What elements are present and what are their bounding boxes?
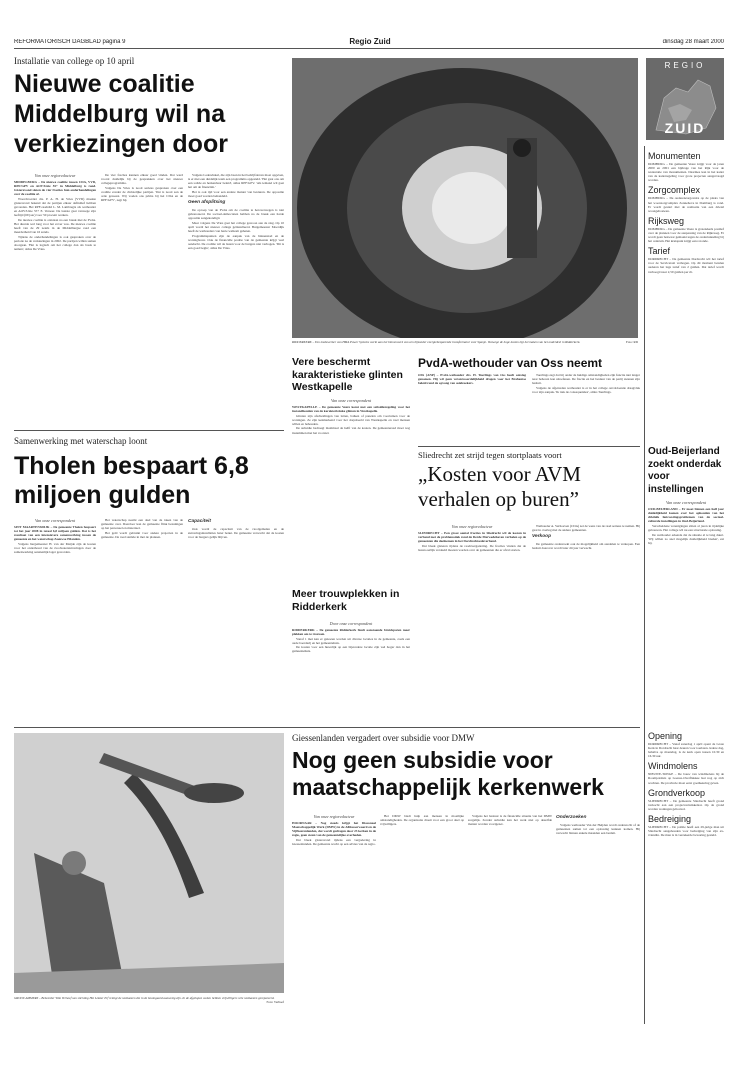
art1-lead: MIDDELBURG – De nieuwe coalitie tussen CDA, VVD, RPF/GPV en AOV/Unie 55+ in Middelburg is rond. Gisteravond sloten de vier fracties hun onderhandelingen over de coalitie af. <box>14 180 96 197</box>
art7-para: De kosten voor een huwelijk op een bijzondere locatie zijn wel hoger dan in het gemeentehuis. <box>292 645 410 654</box>
art8-headline: Nog geen subsidie voor maatschappelijk kerkenwerk <box>292 747 604 800</box>
art7-body <box>292 628 410 721</box>
art6-para: Het waterschap neemt een deel van de taken van de gemeente over. Daardoor kan de gemeente flink bezuinigen op het personeel en materieel. <box>101 518 183 531</box>
sidebar-title: Zorgcomplex <box>648 185 701 196</box>
art4-headline: „Kosten voor AVM verhalen op buren” <box>418 462 581 511</box>
photo-transformer <box>292 58 638 338</box>
logo-top-text: REGIO <box>664 61 706 70</box>
art4-subhead: Verkoop <box>532 534 552 540</box>
art5-para: De wethouder erkende dat de situatie al te lang duurt. 'Wij willen zo snel mogelijk duidelijkheid bieden', zei hij. <box>648 532 724 545</box>
art2-lead: OSS (ANP) – PvdA-wethouder drs. H. Tuerlings van Oss heeft ontslag genomen. Hij wil geen verantwoordelijkheid dragen voor het Brabantse beleid rond de opvang van asielzoekers. <box>418 373 526 386</box>
art1-para: De vier fracties kunnen elkaar goed vinden. Dat werd vooral duidelijk bij de gesprekken over het nieuwe collegeprogramma. <box>101 173 183 186</box>
art8-banner: Giessenlanden vergadert over subsidie voor DMW <box>292 733 475 743</box>
sidebar-text: DORDRECHT – De gemeente Dordrecht wil het tarief voor de Servicetaxi verhogen. Op dit moment betalen ouderen het lage tarief van 2 gulden. Dat tarief wordt verhoogd naar 2,50 gulden per rit. <box>648 257 724 274</box>
art8-para: Dat bleek gisteravond tijdens een vergadering in Giessenlanden. De gemeente wacht op een advies van de regio. <box>292 837 376 846</box>
art6-para: Het geld wordt gebruikt voor andere projecten in de gemeente. De raad stemde in met de plannen. <box>101 530 183 539</box>
art4-lead: SLIEDRECHT – Een groot aantal fracties in Sliedrecht wil de kosten in verband met de problematiek rond de Derde Merwedehaven verhalen op de gemeenten die deelnemen in het Dordrechtsedeverband. <box>418 531 526 544</box>
art1-col1 <box>14 180 96 424</box>
art8-para: Volgens het bestuur is de financiële situatie van het DMW zorgelijk. Zonder subsidie kan het werk niet op dezelfde manier worden voortgezet. <box>468 814 552 827</box>
sidebar-title: Monumenten <box>648 151 701 161</box>
art8-col2 <box>380 814 464 1021</box>
art8-col1 <box>292 821 376 1021</box>
art1-headline: Nieuwe coalitie Middelburg wil na verkiezingen door <box>14 70 228 158</box>
photo1-caption-text: RIDDERKERK – Een medewerker van HMA Power Systems werkt aan het binnenwerk van een bijzonder energiebesparende transformator voor Spanje. Vanwege de hoge kosten ligt het maken van het onderdeel in Ridderkerk. <box>292 340 581 344</box>
art1-byline: Van onze regioredacteur <box>34 173 76 178</box>
nestbox-photo-icon <box>14 733 284 993</box>
art3-byline: Van onze correspondent <box>330 398 372 403</box>
art6-col1 <box>14 525 96 721</box>
art6-para: Volgens burgemeester H. van der Meijde zijn de kosten voor het onderhoud van de rioolwaterzuiveringen door de samenwerking aanzienlijk lager geworden. <box>14 541 96 555</box>
art4-byline: Van onze regioredacteur <box>451 524 493 529</box>
art7-lead: RIDDERKERK – De gemeente Ridderkerk biedt aanstaande bruidsparen meer plekken om te trouwen. <box>292 628 410 637</box>
sidebar-title: Tarief <box>648 246 671 257</box>
art8-col3 <box>468 814 552 1021</box>
art6-banner: Samenwerking met waterschap loont <box>14 436 148 446</box>
sidebar-title: Rijksweg <box>648 215 685 226</box>
art4-col1 <box>418 531 526 721</box>
sidebar-text: DOMBURG – De gemeente Veere is grotendeels positief over de plannen voor de aanpassing van de Rijksweg. Er wordt geen bezwaar gemaakt tegen de ondertunneling bij het centrum. Het kruispunt krijgt een rotonde. <box>648 226 724 244</box>
sidebar-title: Bedreiging <box>648 813 692 824</box>
art1-para: Woordvoerder drs. P. A. H. de Vries (VVD) maakte gisteravond bekend dat de partijen elkaar definitief hebben gevonden. Het RPF-raadslid L. M. Lambregts als wethouder en AOV/Unie 55+ E. Verseer. De laatste gaat vanwege zijn leeftijd (69 jaar) voor 50 procent werken. <box>14 196 96 218</box>
news-sidebar-lower <box>648 728 724 1028</box>
photo1-caption <box>292 340 638 350</box>
art2-headline: PvdA-wethouder van Oss neemt <box>418 356 603 370</box>
art4-para: Dat bleek gisteren tijdens de raadsvergadering. De fracties vinden dat de lasten eerlijk verdeeld moeten worden over de gemeenten die er afval storten. <box>418 543 526 552</box>
regio-zuid-logo <box>646 58 724 140</box>
art8-para: Het DMW biedt hulp aan mensen in moeilijke omstandigheden. De organisatie draait voor een groot deel op vrijwilligers. <box>380 814 464 827</box>
art6-lead: SINT MAARTENSDIJK – De gemeente Tholen bespaart tot het jaar 2008 in totaal 6,8 miljoen gulden. Dat is het resultaat van een intensievere samenwerking tussen de gemeente en het waterschap Zeeuwse Eilanden. <box>14 525 96 542</box>
art5-body <box>648 507 724 721</box>
art4-para: De gemeente onderzoekt ook de mogelijkheid om aandelen te verkopen. Een besluit daarover wordt later dit jaar verwacht. <box>532 542 640 551</box>
art1-para: De oproep van de PvdA om de coalitie te heroverwegen is niet gehonoreerd. De sociaal-democraten hebben na de breuk een harde oppositie aangekondigd. <box>188 208 284 221</box>
art6-col3 <box>188 518 284 602</box>
art3-para: Glinten zijn afscheidingen van latten, balken of panelen om voortuinen voor de woningen. Ze zijn kenmerkend voor het dorpsbeeld van Westkapelle en veel mensen willen ze behouden. <box>292 413 410 426</box>
art1-col3 <box>188 173 284 424</box>
transformer-photo-icon <box>292 58 638 338</box>
art1-para: Het is ook tijd voor een andere manier van besturen. De oppositie moet goed worden behandeld. <box>188 189 284 198</box>
sidebar-text: SLIEDRECHT – De gemeente Sliedrecht heeft grond verkocht aan een projectontwikkelaar. Op de grond worden woningen gebouwd. <box>648 798 724 811</box>
art8-byline: Van onze regioredacteur <box>313 814 355 819</box>
art1-para: Maar volgens De Vries gaat het college gewoon aan de slag. Op 10 april wordt het nieuwe college geïnstalleerd. Burgemeester Moerdijk heeft de wethouders van harte welkom geheten. <box>188 220 284 234</box>
art1-subhead: Geen afsplitsing <box>188 200 226 206</box>
art6-headline: Tholen bespaart 6,8 miljoen gulden <box>14 452 249 509</box>
art3-lead: WESTKAPELLE – De gemeente Veere komt met een subsidieregeling voor het instandhouden van de karakteristieke glinten in Westkapelle. <box>292 405 410 414</box>
sidebar-text: DOMBURG – De ouderenzorgcentra op de plaats van het woonzorgcomplex Zonnehove in Domburg is rond. Er wordt gestart met de realisatie van een drietal woongebouwen. <box>648 196 724 213</box>
sidebar-text: DOMBURG – De gemeente Veere krijgt voor de jaren 2000 en 2001 een bijdrage van het Rijk voor de restauratie van monumenten. Daarmee kan in het kader van de kaderregeling voor grote projecten aangevraagd worden. <box>648 162 724 183</box>
art5-lead: OUD-BEIJERLAND – Er moet binnen een half jaar duidelijkheid komen over het ophouden van het drieluik huisvestingsproblemen van de sociaal-culturele instellingen in Oud-Beijerland. <box>648 507 724 524</box>
art8-subhead: Onderzoeken <box>556 815 587 820</box>
art1-para: Tijdens de onderhandelingen is ook gesproken over de periode na de verkiezingen in 2002. De partijen willen samen doorgaan. 'Het is logisch om het college dan als basis te nemen', aldus De Vries. <box>14 234 96 251</box>
sidebar-text: SLIEDRECHT – De politie heeft een 29-jarige man uit Sliedrecht aangehouden voor bedreiging van zijn ex-vriendin. De man is in verzekerde bewaring gesteld. <box>648 824 724 838</box>
sidebar-text: DORDRECHT – Vanaf zaterdag 1 april opent de Grote Kerk in Dordrecht haar deuren voor toeristen. Iedere dag, behalve op maandag, is de kerk open tussen 10.30 en 16.30 uur. <box>648 742 724 759</box>
art6-byline: Van onze correspondent <box>34 518 76 523</box>
art5-byline: Van onze correspondent <box>665 500 707 505</box>
logo-bottom-text: ZUID <box>664 120 706 136</box>
date-label: dinsdag 28 maart 2000 <box>662 39 724 45</box>
art5-headline: Oud-Beijerland zoekt onderdak voor instellingen <box>648 446 722 495</box>
art8-lead: HOORNAAR – Nog steeds krijgt het Diaconaal Maatschappelijk Werk (DMW) in de Alblasserwaard en de Vijfheerenlanden, dat wordt gedragen door 23 kerken in de regio, geen steun van de gemeentelijke overheden. <box>292 821 376 838</box>
art3-headline: Vere beschermt karakteristieke glinten Westkapelle <box>292 356 403 393</box>
art6-para: Ook wordt de capaciteit van de rioolgemalen en de zuiveringsinstallaties beter benut. De gemeente verwacht dat de kosten voor de burgers gelijk blijven. <box>188 527 284 540</box>
art1-para: De nieuwe coalitie is ontstaan na een breuk met de PvdA. Het duurde wel lang voor het zover was. De nieuwe coalitie heeft van de 29 zetels in de Middelburgse raad een meerderheid van 16 zetels. <box>14 217 96 235</box>
art4-kicker: Sliedrecht zet strijd tegen stortplaats voort <box>418 450 562 460</box>
art2-para: Volgens de afgetreden wethouder is er in het college onvoldoende draagvlak voor zijn aanpak. 'Ik trek de consequenties', aldus Tuerlings. <box>532 385 640 394</box>
art1-para: Volgens De Vries is nooit serieus gesproken over een coalitie zonder de christelijke partijen. 'Dat is nooit aan de orde geweest. Wij voelen ons prima bij het CDA en de RPF/GPV', zegt hij. <box>101 185 183 203</box>
art6-col2 <box>101 518 183 721</box>
art2-col2 <box>532 373 640 443</box>
page-label: REFORMATORISCH DAGBLAD pagina 9 <box>14 39 126 45</box>
section-title: Regio Zuid <box>349 37 391 46</box>
sidebar-text: NIEUWE-TONGE – De bouw van windmolens bij de Roompotsluis op Goeree-Overflakkee laat nog op zich wachten. De provincie moet eerst goedkeuring geven. <box>648 772 724 785</box>
art8-para: Volgens wethouder Van der Heijden wordt onderzocht of de gemeenten samen tot een oplossing kunnen komen. Hij verwacht binnen enkele maanden een besluit. <box>556 823 640 836</box>
art3-body <box>292 405 410 585</box>
photo2-credit: Foto: Verhoef <box>266 1000 284 1004</box>
art2-col1 <box>418 373 526 443</box>
art4-col2 <box>532 524 640 721</box>
art4-para: Wethouder A. Verhoeven (CDA) zei de wens van de raad serieus te nemen. Hij gaat in overleg met de andere gemeenten. <box>532 524 640 533</box>
sidebar-title: Opening <box>648 731 683 741</box>
art1-para: Volgens Ladewinkel, die zijn baan in het bedrijfsleven moet opgeven, is er met een duidelijk team een programma opgesteld. 'Het gaat ons om een solide en herkenbaar beleid', aldus RPF/GPV. 'Als iemand wil gaat het om de financiën.' <box>188 173 284 190</box>
sidebar-title: Windmolens <box>648 761 698 772</box>
photo1-credit: Foto: RD <box>626 340 638 344</box>
sidebar-title: Grondverkoop <box>648 787 706 798</box>
art7-para: Vanaf 1 mei kan er gekozen worden uit diverse locaties in de gemeente, zoals een oude boerderij en het gemeentehuis. <box>292 636 410 645</box>
art5-para: Verscheidene verenigingen zitten al jaren in tijdelijke gebouwen. Het college wil nu een structurele oplossing. <box>648 523 724 532</box>
photo2-caption-text: GROOT-AMMERS – Beheerder Wim Verhoef van stichting Het Lekker Erf reinigt de nestkasten die in de boomgaard aanwezig zijn. In de afgelopen weken hebben vrijwilligers vele nestkasten gerepareerd. <box>14 996 275 1000</box>
art3-para: De subsidie bedraagt maximaal de helft van de kosten. De gemeenteraad moet nog instemmen met het voorstel. <box>292 426 410 435</box>
art1-kicker: Installatie van college op 10 april <box>14 56 135 66</box>
art1-para: Programmapunten zijn de aanpak van de binnenstad en de woningbouw. Ook de financiële positie van de gemeente krijgt veel aandacht. De coalitie wil de lasten voor de burgers niet verhogen. 'Dit is een goed begin', aldus De Vries. <box>188 233 284 250</box>
news-sidebar <box>648 148 724 440</box>
photo-nestbox <box>14 733 284 993</box>
art7-byline: Door onze correspondent <box>329 621 373 626</box>
art2-para: Tuerlings zegt dat hij onder de huidige omstandigheden zijn functie niet langer naar behoren kan uitoefenen. De fractie en het bestuur van de partij steunen zijn besluit. <box>532 373 640 386</box>
art1-col2 <box>101 173 183 424</box>
photo2-caption <box>14 996 284 1014</box>
art6-subhead: Capaciteit <box>188 519 211 524</box>
art7-headline: Meer trouwplekken in Ridderkerk <box>292 588 400 613</box>
art8-col4 <box>556 814 640 1021</box>
